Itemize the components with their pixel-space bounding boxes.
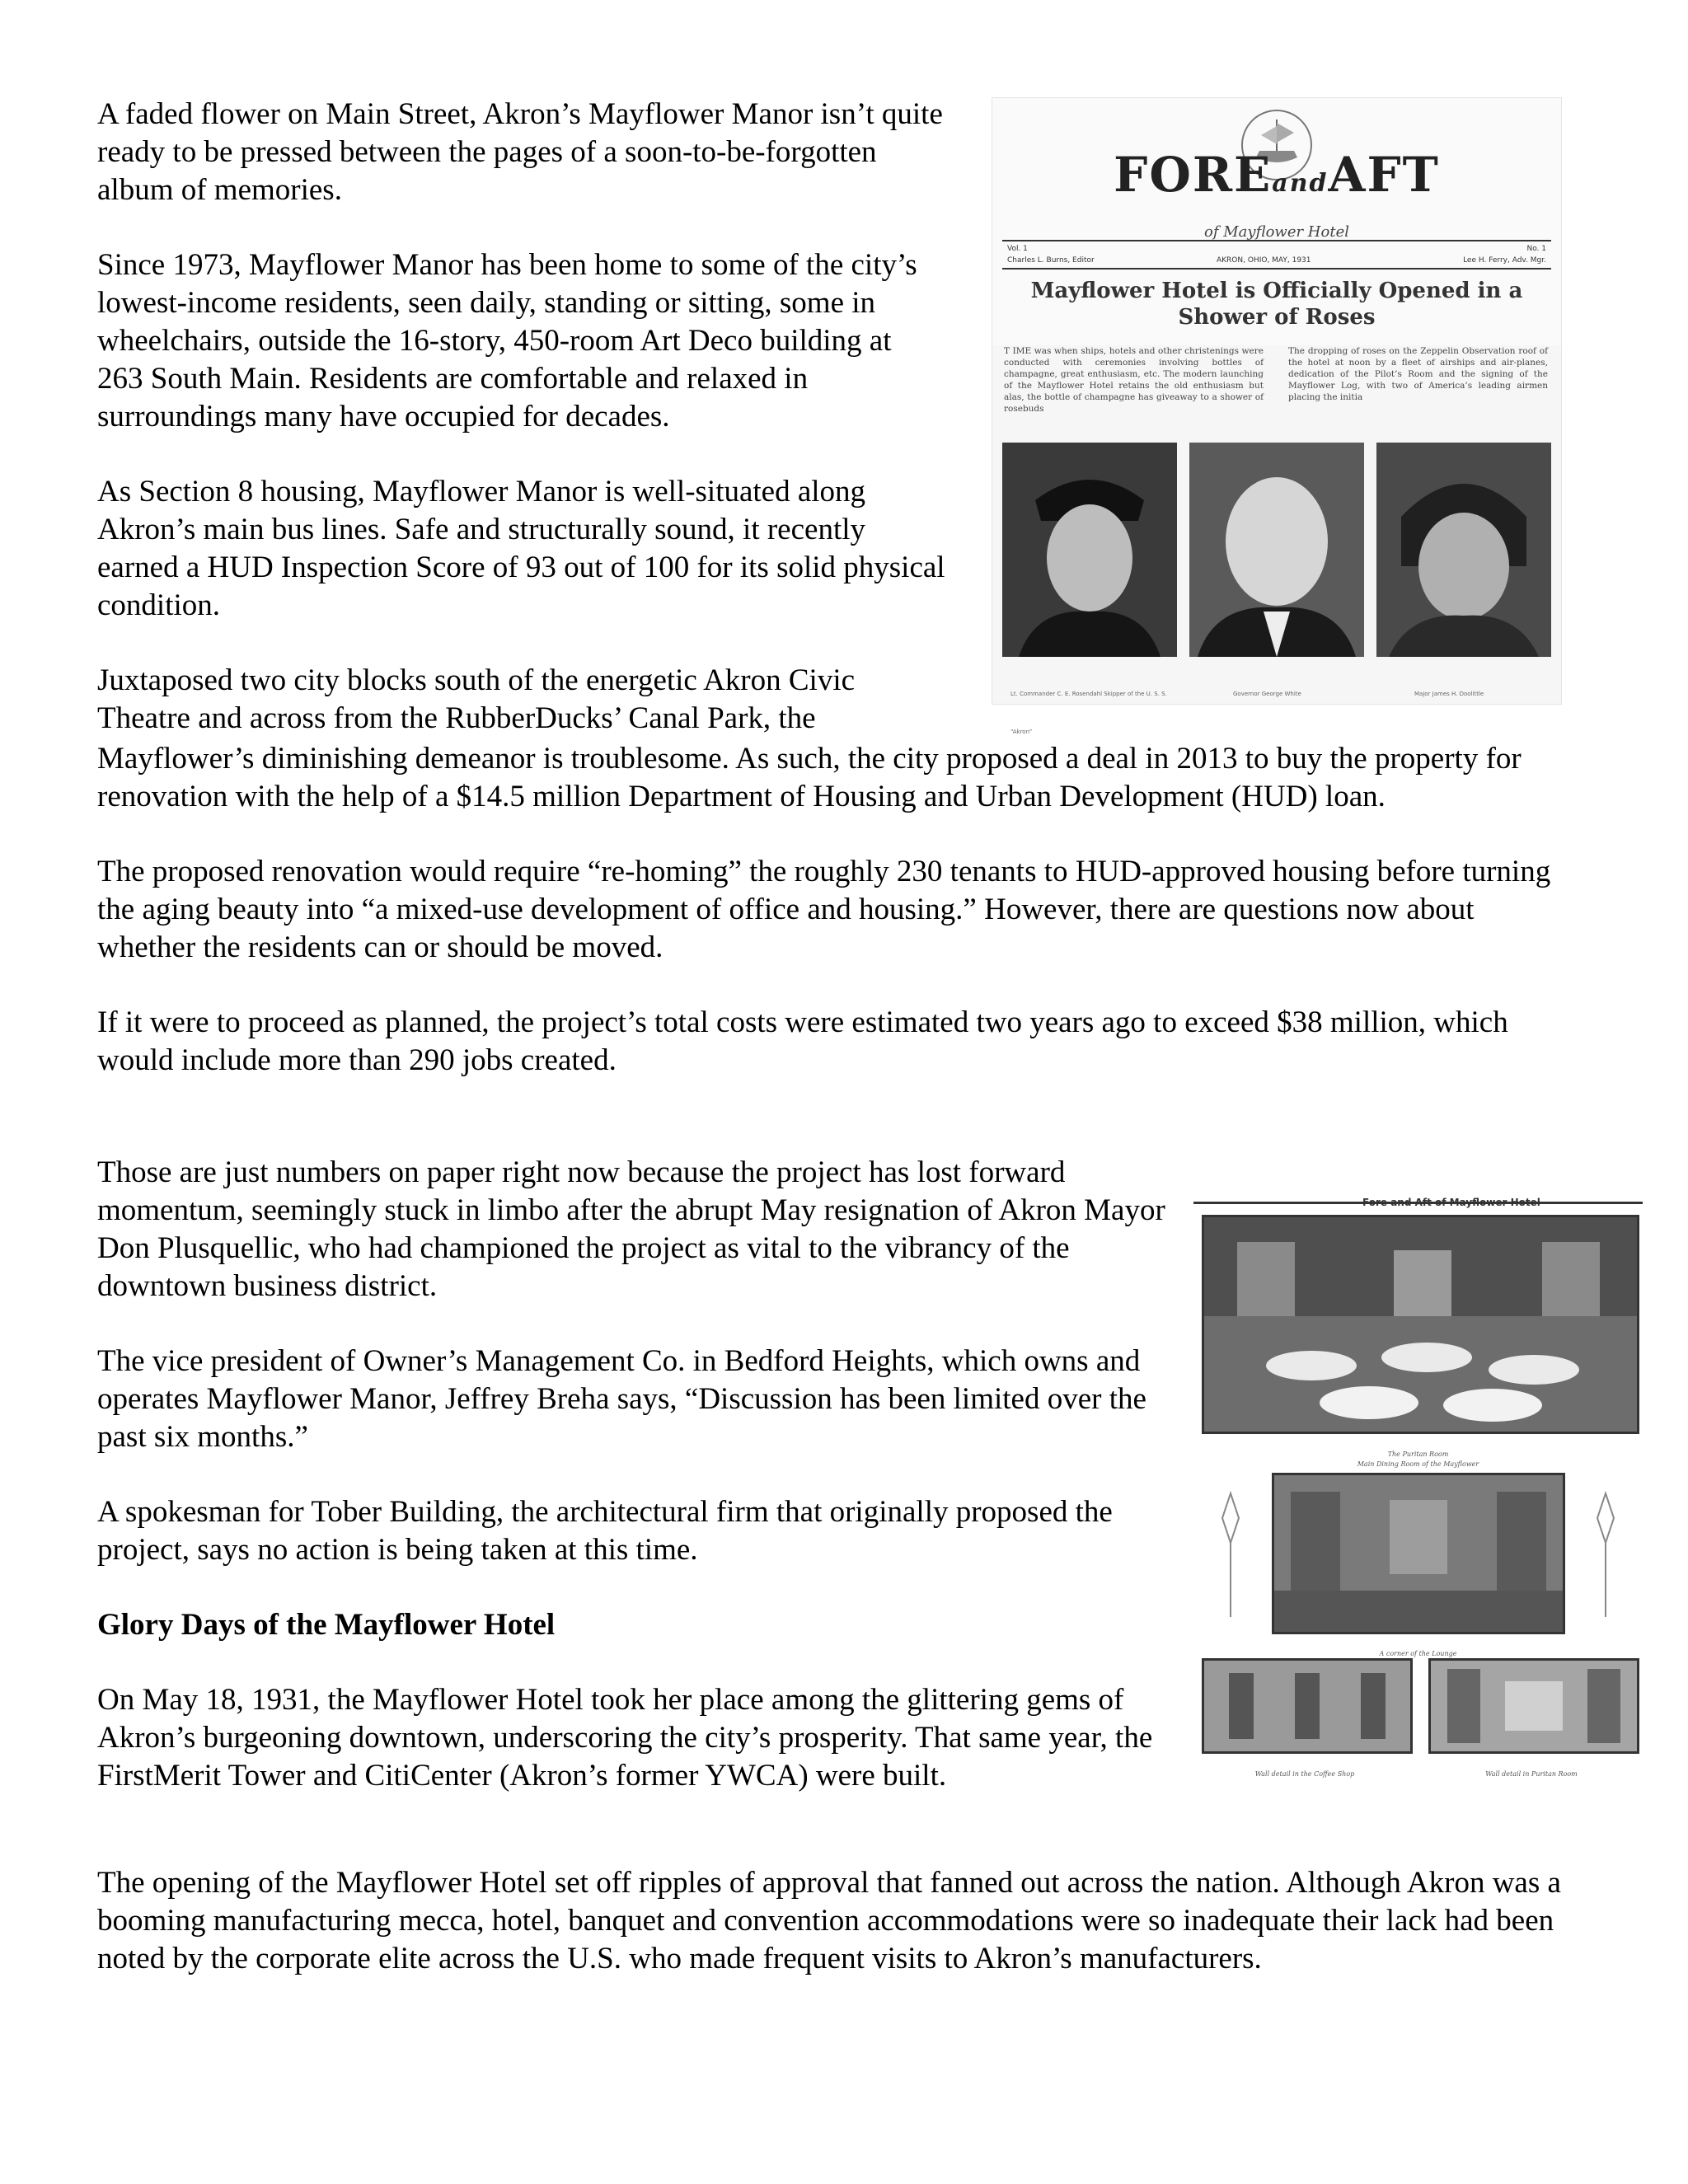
ornament-left-icon [1202, 1485, 1259, 1625]
interior-header-text: Fore and Aft of Mayflower Hotel [1362, 1197, 1540, 1208]
paragraph-3: As Section 8 housing, Mayflower Manor is well-situated along Akron’s main bus lines. Safe and structurally sound, it recently earned a HUD Inspection Score of 93 out of 100 for its solid physical condition. [97, 475, 945, 622]
portrait-naval-officer [1002, 443, 1177, 657]
paragraph-5: The proposed renovation would require “re-homing” the roughly 230 tenants to HUD-approved housing before turning the aging beauty into “a mixed-use development of office and housing.” However, there are questions now about whether the residents can or should be moved. [97, 855, 1551, 964]
paragraph-10: On May 18, 1931, the Mayflower Hotel took her place among the glittering gems of Akron’s burgeoning downtown, underscoring the city’s prosperity. That same year, the FirstMerit Tower and CitiCenter (Akron’s former YWCA) were built. [97, 1683, 1153, 1793]
photo-puritan-room [1202, 1215, 1639, 1434]
paragraph-7: Those are just numbers on paper right now because the project has lost forward momentum, seemingly stuck in limbo after the abrupt May resignation of Akron Mayor Don Plusquellic, who had championed the project as vital to the vibrancy of the downtown business district. [97, 1155, 1165, 1303]
paragraph-4-end: Mayflower’s diminishing demeanor is troublesome. As such, the city proposed a deal in 2013 to buy the property for renovation with the help of a $14.5 million Department of Housing and Urban Development (HUD) loan. [97, 742, 1522, 813]
portrait-aviator [1376, 443, 1551, 657]
photo-puritan-wall [1428, 1658, 1639, 1754]
ornament-right-icon [1577, 1485, 1634, 1625]
paragraph-2: Since 1973, Mayflower Manor has been home to some of the city’s lowest-income residents, seen daily, standing or sitting, some in wheelchairs, outside the 16-story, 450-room Art Deco building at 263 South Main. Residents are comfortable and relaxed in surroundings many have occupied for decades. [97, 248, 917, 434]
hotel-interior-image [1193, 1180, 1643, 1788]
manager-credit: Lee H. Ferry, Adv. Mgr. [1463, 256, 1546, 265]
newspaper-clipping-image [992, 97, 1562, 735]
volume-number: Vol. 1 [1007, 245, 1028, 253]
caption-3: Major James H. Doolittle [1414, 691, 1484, 697]
caption-puritan-room: The Puritan Room [1387, 1451, 1449, 1458]
paragraph-8: The vice president of Owner’s Management Co. in Bedford Heights, which owns and operates Mayflower Manor, Jeffrey Breha says, “Discussion has been limited over the past six months.” [97, 1344, 1146, 1454]
paragraph-9: A spokesman for Tober Building, the architectural firm that originally proposed the project, says no action is being taken at this time. [97, 1495, 1113, 1567]
editor-credit: Charles L. Burns, Editor [1007, 256, 1095, 265]
caption-2: Governor George White [1233, 691, 1301, 697]
article-body-middle [97, 740, 1573, 1117]
portrait-row [1002, 443, 1551, 665]
article-body-bottom [97, 1864, 1573, 2015]
caption-coffee-shop: Wall detail in the Coffee Shop [1254, 1770, 1355, 1778]
caption-main-dining: Main Dining Room of the Mayflower [1357, 1460, 1479, 1468]
clipping-columns [1004, 345, 1550, 424]
photo-lounge [1272, 1473, 1565, 1634]
paragraph-11: The opening of the Mayflower Hotel set off ripples of approval that fanned out across the nation. Although Akron was a booming manufacturing mecca, hotel, banquet and convention accommodations were so inadequate their lack had been noted by the corporate elite across the U.S. who made frequent visits to Akron’s manufacturers. [97, 1866, 1561, 1975]
clipping-column-1: T IME was when ships, hotels and other christenings were conducted with ceremonies involving bottles of champagne, great enthusiasm, etc. The modern launching of the Mayflower Hotel retains the old enthusiasm but alas, the bottle of champagne has giveaway to a shower of rosebuds [1004, 346, 1264, 414]
masthead [992, 98, 1561, 345]
interior-header [1193, 1180, 1643, 1208]
portrait-governor [1189, 443, 1364, 657]
clipping-headline: Mayflower Hotel is Officially Opened in a Shower of Roses [1030, 279, 1523, 330]
title-and: and [1272, 169, 1329, 198]
title-fore: FORE [1114, 147, 1273, 203]
place-date: AKRON, OHIO, MAY, 1931 [1217, 256, 1311, 265]
paragraph-4-start: Juxtaposed two city blocks south of the energetic Akron Civic Theatre and across from the RubberDucks’ Canal Park, the [97, 663, 856, 735]
clipping-column-2: The dropping of roses on the Zeppelin Observation roof of the hotel at noon by a fleet of airships and air-planes, dedication of the Pilot’s Room and the signing of the Mayflower Log, with two of America’s leading airmen placing the initia [1288, 346, 1548, 402]
caption-puritan-wall: Wall detail in Puritan Room [1485, 1770, 1578, 1778]
volume-line [1002, 240, 1551, 269]
paragraph-1: A faded flower on Main Street, Akron’s Mayflower Manor isn’t quite ready to be pressed between the pages of a soon-to-be-forgotten album of memories. [97, 97, 943, 207]
portrait-captions [1002, 675, 1551, 735]
caption-lounge: A corner of the Lounge [1379, 1650, 1457, 1657]
issue-number: No. 1 [1526, 245, 1546, 253]
caption-1: Lt. Commander C. E. Rosendahl Skipper of the U. S. S. “Akron” [1010, 691, 1167, 735]
title-aft: AFT [1328, 147, 1440, 203]
masthead-subtitle: of Mayflower Hotel [1204, 223, 1349, 241]
masthead-title [992, 147, 1561, 203]
photo-coffee-shop [1202, 1658, 1413, 1754]
section-heading: Glory Days of the Mayflower Hotel [97, 1608, 556, 1642]
paragraph-6: If it were to proceed as planned, the project’s total costs were estimated two years ago to exceed $38 million, which would include more than 290 jobs created. [97, 1005, 1508, 1077]
